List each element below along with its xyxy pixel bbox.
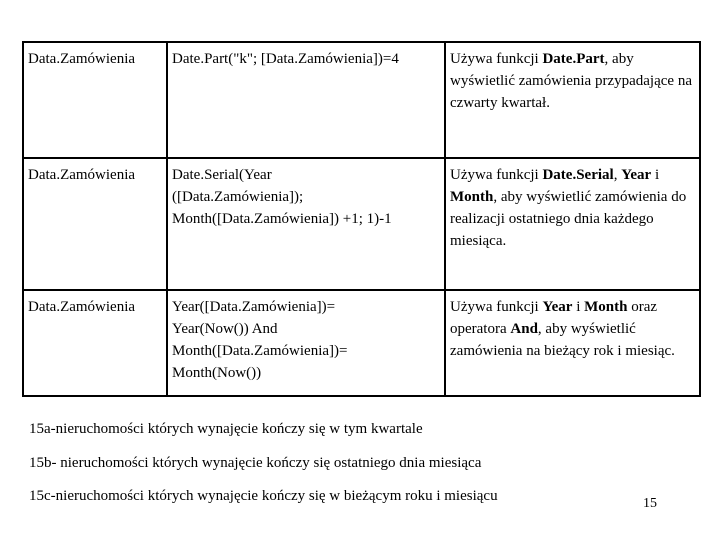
table-cell-field	[23, 290, 167, 396]
description-text: i	[572, 299, 585, 315]
criteria-line: Month([Data.Zamówienia])=	[172, 343, 348, 359]
description-keyword: Date.Serial	[542, 167, 614, 183]
table-cell-description	[445, 42, 700, 158]
description-keyword: Year	[542, 299, 573, 315]
description-keyword: Month	[450, 189, 494, 205]
criteria-line: Year([Data.Zamówienia])=	[172, 299, 336, 315]
description-text: Używa funkcji	[450, 51, 543, 67]
description-keyword: Year	[621, 167, 652, 183]
description-text: oraz operatora	[450, 299, 658, 337]
table-cell-criteria	[167, 290, 445, 396]
note-15c: 15c-nieruchomości których wynajęcie kończy się w bieżącym roku i miesiącu	[29, 488, 498, 504]
description-text: , aby wyświetlić zamówienia przypadające na czwarty kwartał.	[450, 51, 692, 111]
field-name: Data.Zamówienia	[28, 299, 136, 315]
description-text: , aby wyświetlić zamówienia na bieżący rok i miesiąc.	[450, 321, 675, 359]
table-cell-criteria	[167, 42, 445, 158]
table-cell-field	[23, 42, 167, 158]
criteria-line: Year(Now()) And	[172, 321, 278, 337]
table-row	[23, 290, 700, 396]
criteria-line: Month([Data.Zamówienia]) +1; 1)-1	[172, 211, 392, 227]
criteria-line: Month(Now())	[172, 365, 262, 381]
criteria-line: Date.Part("k"; [Data.Zamówienia])=4	[172, 51, 399, 67]
field-name: Data.Zamówienia	[28, 51, 136, 67]
note-15a: 15a-nieruchomości których wynajęcie kończy się w tym kwartale	[29, 421, 423, 437]
note-15b: 15b- nieruchomości których wynajęcie kończy się ostatniego dnia miesiąca	[29, 455, 482, 471]
criteria-line: Date.Serial(Year	[172, 167, 272, 183]
criteria-table	[22, 41, 701, 397]
table-row	[23, 42, 700, 158]
description-text: Używa funkcji	[450, 167, 543, 183]
table-cell-description	[445, 158, 700, 290]
description-keyword: Date.Part	[542, 51, 605, 67]
table-cell-description	[445, 290, 700, 396]
field-name: Data.Zamówienia	[28, 167, 136, 183]
page-number: 15	[643, 496, 657, 511]
description-text: ,	[613, 167, 622, 183]
description-keyword: And	[510, 321, 538, 337]
criteria-line: ([Data.Zamówienia]);	[172, 189, 304, 205]
table-cell-field	[23, 158, 167, 290]
table-row	[23, 158, 700, 290]
description-text: , aby wyświetlić zamówienia do realizacji ostatniego dnia każdego miesiąca.	[450, 189, 687, 249]
description-text: Używa funkcji	[450, 299, 543, 315]
description-text: i	[651, 167, 660, 183]
table-cell-criteria	[167, 158, 445, 290]
description-keyword: Month	[584, 299, 628, 315]
